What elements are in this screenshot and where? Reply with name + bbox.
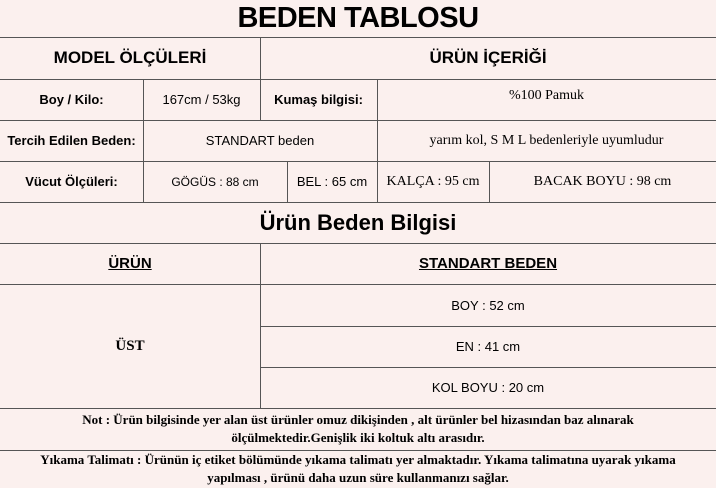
model-header: MODEL ÖLÇÜLERİ bbox=[53, 48, 207, 67]
bel-value: BEL : 65 cm bbox=[296, 174, 368, 189]
urun-header: ÜRÜN İÇERİĞİ bbox=[429, 48, 547, 67]
yikama-line-1: Yıkama Talimatı : Ürünün iç etiket bölümünde yıkama talimatı yer almaktadır. Yıkama talimatına uyarak yıkama bbox=[40, 452, 676, 467]
standart-col-header: STANDART BEDEN bbox=[418, 255, 558, 272]
bacak-value: BACAK BOYU : 98 cm bbox=[533, 173, 672, 189]
kumas-label: Kumaş bilgisi: bbox=[274, 92, 363, 107]
boy-kilo-value: 167cm / 53kg bbox=[162, 92, 241, 107]
vucut-label: Vücut Ölçüleri: bbox=[25, 174, 118, 189]
beden-title: Ürün Beden Bilgisi bbox=[259, 209, 457, 235]
en-measure: EN : 41 cm bbox=[455, 339, 521, 354]
boy-measure: BOY : 52 cm bbox=[451, 297, 525, 313]
urun-col-header: ÜRÜN bbox=[108, 255, 152, 272]
kalca-value: KALÇA : 95 cm bbox=[386, 173, 480, 189]
uyum-text: yarım kol, S M L bedenleriyle uyumludur bbox=[429, 132, 664, 148]
gogus-value: GÖGÜS : 88 cm bbox=[171, 174, 259, 189]
not-text bbox=[0, 408, 716, 450]
not-line-1: Not : Ürün bilgisinde yer alan üst ürünler omuz dikişinden , alt ürünler bel hizasından baz alınarak bbox=[82, 412, 634, 427]
tercih-label: Tercih Edilen Beden: bbox=[7, 133, 136, 148]
yikama-text bbox=[0, 450, 716, 488]
tercih-value: STANDART beden bbox=[205, 133, 315, 148]
not-line-2: ölçülmektedir.Genişlik iki koltuk altı arasıdır. bbox=[231, 430, 485, 445]
kol-boyu-measure: KOL BOYU : 20 cm bbox=[431, 380, 545, 395]
yikama-line-2: yapılması , ürünü daha uzun süre kullanmanızı sağlar. bbox=[207, 470, 509, 485]
page-title: BEDEN TABLOSU bbox=[237, 2, 479, 34]
ust-label: ÜST bbox=[115, 337, 145, 354]
kumas-value: %100 Pamuk bbox=[508, 87, 585, 103]
boy-kilo-label: Boy / Kilo: bbox=[39, 92, 104, 107]
